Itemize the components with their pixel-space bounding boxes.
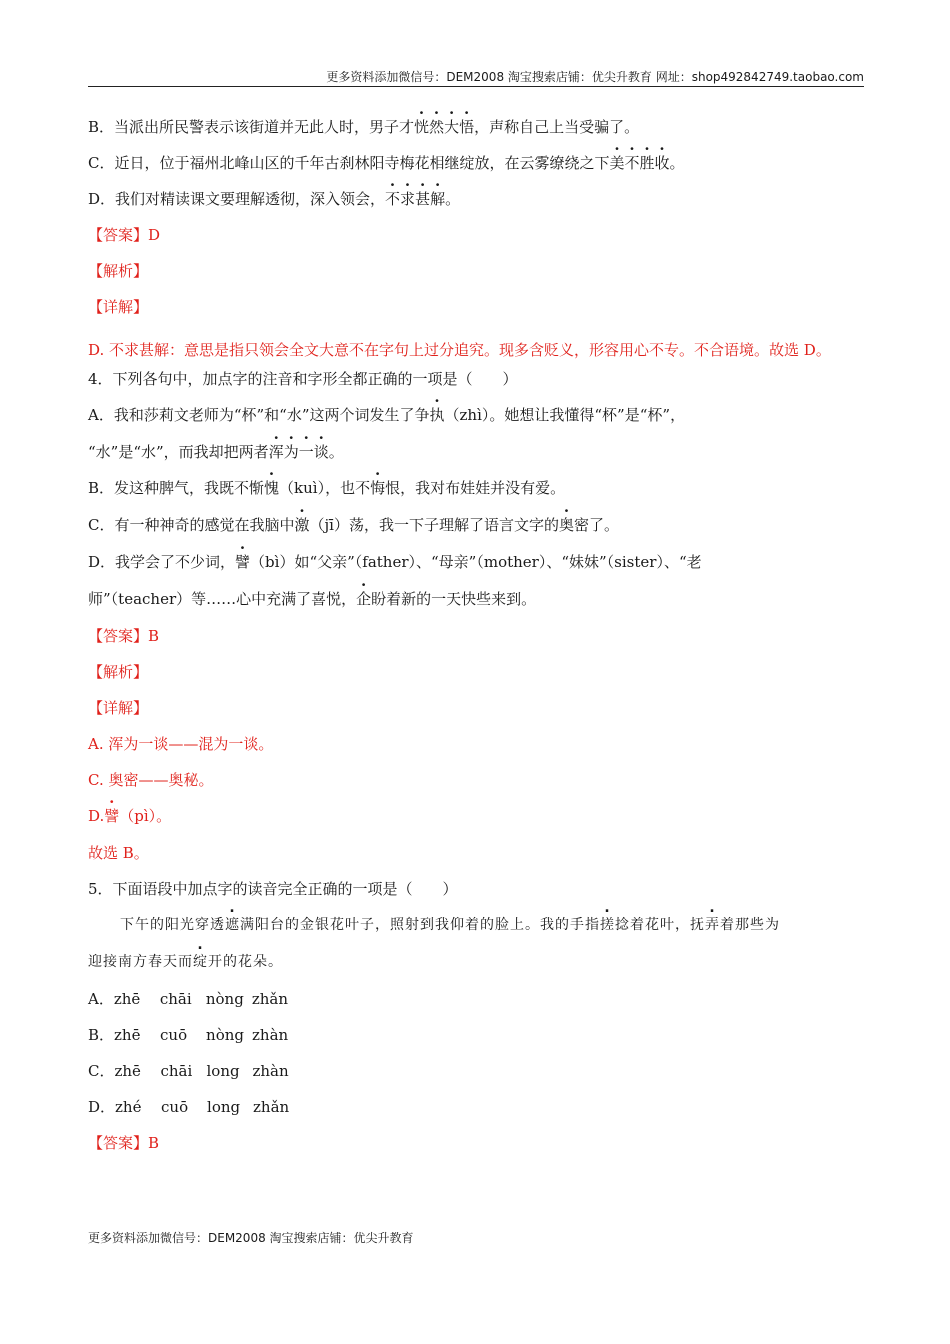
q4-detail-a: A. 浑为一谈——混为一谈。 <box>88 735 274 753</box>
q3-option-c: C．近日，位于福州北峰山区的千年古刹林阳寺梅花相继绽放，在云雾缭绕之下美不胜收。 <box>88 154 685 172</box>
q4-detail-c: C. 奥密——奥秘。 <box>88 771 214 789</box>
dotted-char: 恍 <box>414 118 430 136</box>
dotted-char: 美 <box>609 154 625 172</box>
q4-stem: 4．下列各句中，加点字的注音和字形全都正确的一项是（ ） <box>88 370 518 388</box>
page-header: 更多资料添加微信号：DEM2008 淘宝搜索店铺：优尖升教育 网址：shop492842749.taobao.com <box>88 68 864 87</box>
dotted-char: 弄 <box>705 917 720 933</box>
q5-option-a: A．zhē chāi nòng zhǎn <box>88 990 289 1008</box>
dotted-char: 然 <box>429 118 445 136</box>
document-body <box>88 116 868 1168</box>
q3-answer: 【答案】D <box>88 226 161 244</box>
q5-stem: 5．下面语段中加点字的读音完全正确的一项是（ ） <box>88 880 458 898</box>
q3-detail-text: D. 不求甚解：意思是指只领会全文大意不在字句上过分追究。现多含贬义，形容用心不专。不合语境。故选 D。 <box>88 341 831 359</box>
dotted-char: 搓 <box>600 917 615 933</box>
page-footer: 更多资料添加微信号：DEM2008 淘宝搜索店铺：优尖升教育 <box>88 1231 414 1245</box>
q5-passage-line2: 迎接南方春天而绽开的花朵。 <box>88 951 868 988</box>
dotted-char: 譬 <box>104 807 120 825</box>
q4-option-a-line1: A．我和莎莉文老师为“杯”和“水”这两个词发生了争执（zhì）。她想让我懂得“杯”是“杯”， <box>88 406 686 424</box>
dotted-char: 胜 <box>639 154 655 172</box>
dotted-char: 一 <box>298 443 314 461</box>
dotted-char: 悔 <box>370 479 386 497</box>
dotted-char: 不 <box>385 190 401 208</box>
q4-option-a-line2: “水”是“水”，而我却把两者浑为一谈。 <box>88 443 344 461</box>
q3-analysis: 【解析】 <box>88 262 149 280</box>
dotted-char: 悟 <box>459 118 475 136</box>
q4-option-d-line2: 师”（teacher）等……心中充满了喜悦，企盼着新的一天快些来到。 <box>88 590 537 608</box>
q4-detail: 【详解】 <box>88 699 149 717</box>
q3-option-d: D．我们对精读课文要理解透彻，深入领会，不求甚解。 <box>88 190 461 208</box>
q4-analysis: 【解析】 <box>88 663 149 681</box>
dotted-char: 企 <box>356 590 372 608</box>
dotted-char: 执 <box>429 406 445 424</box>
q4-option-b: B．发这种脾气，我既不惭愧（kuì），也不悔恨，我对布娃娃并没有爱。 <box>88 479 566 497</box>
dotted-char: 谈 <box>313 443 329 461</box>
dotted-char: 解 <box>430 190 446 208</box>
q4-answer: 【答案】B <box>88 627 160 645</box>
q5-passage-line1: 下午的阳光穿透遮满阳台的金银花叶子，照射到我仰着的脸上。我的手指搓捻着花叶，抚弄着那些为 <box>88 914 868 951</box>
dotted-char: 绽 <box>193 954 208 970</box>
q4-option-c: C．有一种神奇的感觉在我脑中激（jī）荡，我一下子理解了语言文字的奥密了。 <box>88 516 619 534</box>
dotted-char: 遮 <box>225 917 240 933</box>
q4-detail-d: D.譬（pì）。 <box>88 807 172 825</box>
q5-option-c: C．zhē chāi long zhàn <box>88 1062 289 1080</box>
q5-option-d: D．zhé cuō long zhǎn <box>88 1098 290 1116</box>
dotted-char: 为 <box>283 443 299 461</box>
dotted-char: 浑 <box>268 443 284 461</box>
dotted-char: 求 <box>400 190 416 208</box>
dotted-char: 譬 <box>235 553 251 571</box>
dotted-char: 大 <box>444 118 460 136</box>
q4-option-d-line1: D．我学会了不少词，譬（bì）如“父亲”（father）、“母亲”（mother）、“妹妹”（sister）、“老 <box>88 553 702 571</box>
dotted-char: 不 <box>624 154 640 172</box>
q5-answer: 【答案】B <box>88 1134 160 1152</box>
q4-conclusion: 故选 B。 <box>88 844 149 862</box>
q5-option-b: B．zhē cuō nòng zhàn <box>88 1026 289 1044</box>
dotted-char: 激 <box>294 516 310 534</box>
dotted-char: 奥 <box>558 516 574 534</box>
dotted-char: 甚 <box>415 190 431 208</box>
dotted-char: 愧 <box>264 479 280 497</box>
dotted-char: 收 <box>654 154 670 172</box>
q3-option-b: B．当派出所民警表示该街道并无此人时，男子才恍然大悟，声称自己上当受骗了。 <box>88 118 640 136</box>
q3-detail: 【详解】 <box>88 298 149 316</box>
